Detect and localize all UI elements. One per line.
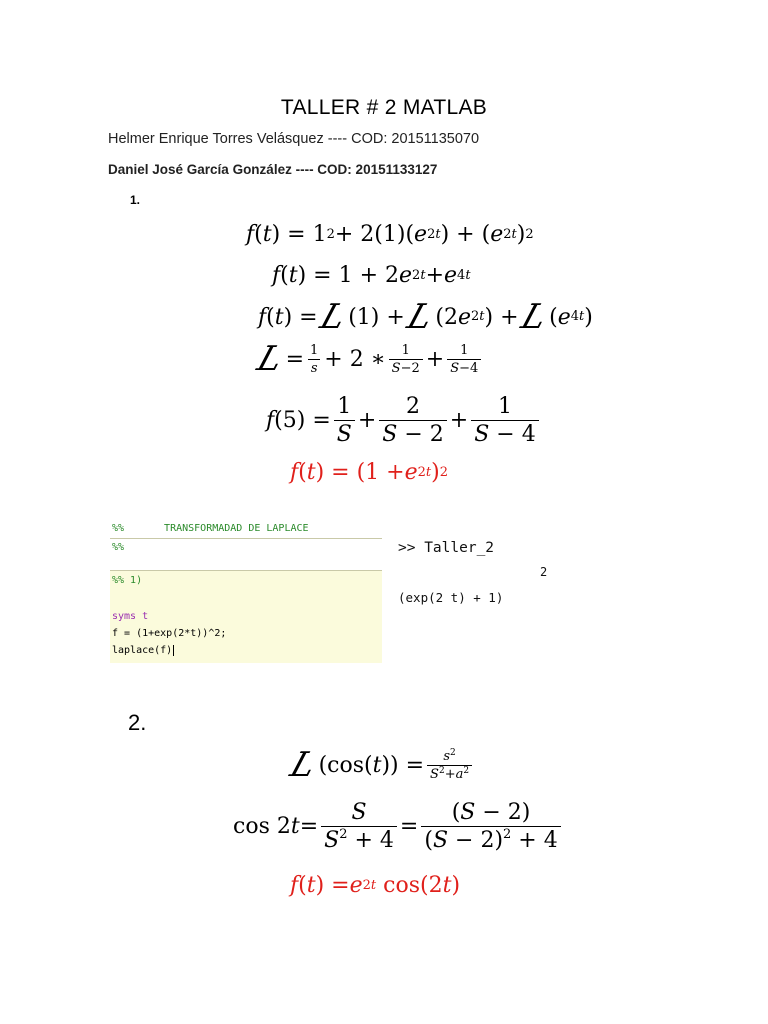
laplace-symbol-icon: L [315,297,351,337]
equation-1: f ( t ) = 1 2 + 2(1)( e 2t ) + ( e 2t ) 2 [246,222,534,247]
matlab-editor[interactable] [110,520,382,663]
laplace-symbol-icon: L [402,297,438,337]
section-2-number: 2. [128,710,147,735]
text-cursor [173,645,180,656]
equation-7: cos 2 t = $\frac{S}{S^2 + 4}$ = $\frac{(S - 2)}{(S - 2)^2 + 4}$ [233,800,564,853]
laplace-symbol-icon: L [516,297,552,337]
editor-line-2: %% [112,542,125,553]
laplace-symbol-icon: L [285,745,322,785]
command-output: (exp(2 t) + 1) [398,590,504,605]
command-prompt: >> Taller_2 [398,540,495,556]
equation-4: L = $\frac{1}{s}$ + 2 ∗ $\frac{1}{S-2}$ + $\frac{1}{S-4}$ [255,342,484,376]
section-1-number: 1. [130,193,141,207]
equation-5: f (5) = $\frac{1}{S}$ + $\frac{2}{S - 2}$ + $\frac{1}{S - 4}$ [266,394,542,447]
author-line-2: Daniel José García González ---- COD: 20151133127 [108,162,438,177]
editor-line-4: syms t [112,611,149,622]
result-1: f ( t ) = (1 + e 2t ) 2 [290,460,449,485]
page-title: TALLER # 2 MATLAB [280,96,488,119]
editor-line-1: %% TRANSFORMADAD DE LAPLACE [112,523,309,534]
result-2: f ( t ) = e 2t cos(2 t ) [290,873,461,898]
command-output-exponent: 2 [540,565,548,579]
equation-6: L (cos( t )) = $\frac{s^2}{S^2+a^2}$ [288,748,475,782]
equation-3: f ( t ) = L (1) + L (2 e 2t ) + L ( e 4t ) [258,297,593,337]
editor-line-3: %% 1) [112,575,143,586]
editor-line-5: f = (1+exp(2*t))^2; [112,628,227,639]
editor-line-6: laplace(f) [110,642,382,660]
laplace-symbol-icon: L [252,339,289,379]
author-line-1: Helmer Enrique Torres Velásquez ---- COD: 20151135070 [108,131,480,147]
equation-2: f ( t ) = 1 + 2 e 2t + e 4t [272,263,471,288]
